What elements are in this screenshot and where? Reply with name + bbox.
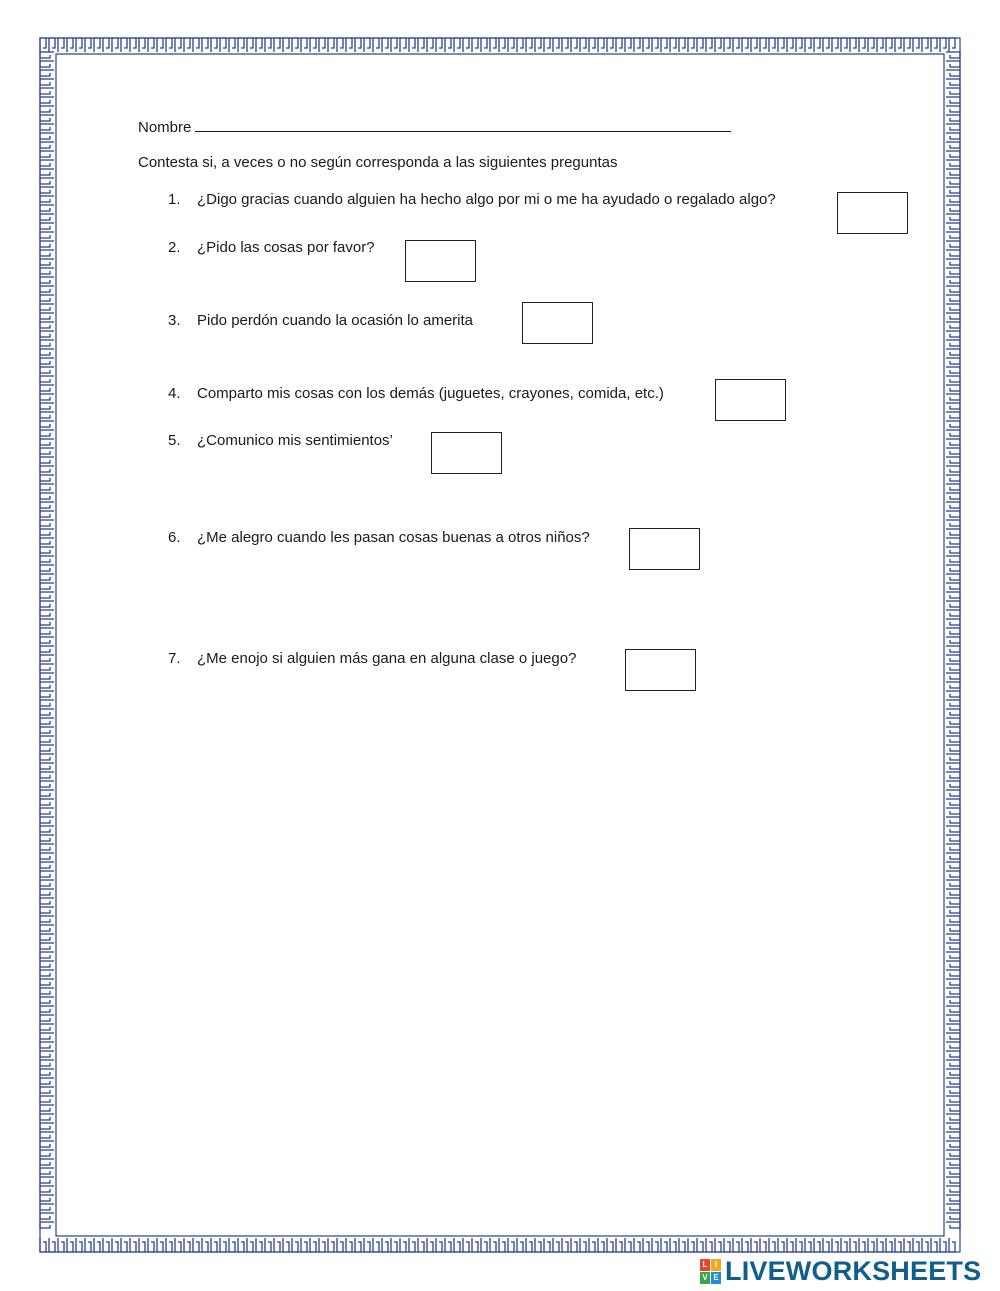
- answer-box-6[interactable]: [629, 528, 700, 570]
- question-number: 7.: [168, 650, 181, 667]
- question-number: 4.: [168, 385, 181, 402]
- answer-box-7[interactable]: [625, 649, 696, 691]
- question-text: ¿Digo gracias cuando alguien ha hecho algo por mi o me ha ayudado o regalado algo?: [197, 191, 776, 208]
- question-number: 2.: [168, 239, 181, 256]
- question-text: ¿Me enojo si alguien más gana en alguna clase o juego?: [197, 650, 577, 667]
- answer-box-4[interactable]: [715, 379, 786, 421]
- question-text: Pido perdón cuando la ocasión lo amerita: [197, 312, 474, 329]
- border-meander-pattern: [40, 38, 960, 1252]
- logo-blocks-icon: L I V E: [700, 1258, 722, 1284]
- answer-box-2[interactable]: [405, 240, 476, 282]
- question-text: ¿Me alegro cuando les pasan cosas buenas a otros niños?: [197, 529, 590, 546]
- logo-text: LIVEWORKSHEETS: [725, 1256, 982, 1286]
- question-number: 1.: [168, 191, 181, 208]
- border-outer-frame: [40, 38, 960, 1252]
- liveworksheets-logo: [700, 1257, 981, 1285]
- border-inner-frame: [56, 54, 944, 1236]
- answer-box-3[interactable]: [522, 302, 593, 344]
- question-text: Comparto mis cosas con los demás (juguetes, crayones, comida, etc.): [197, 385, 664, 402]
- name-label: Nombre: [138, 119, 192, 136]
- name-field[interactable]: [138, 116, 731, 138]
- answer-box-1[interactable]: [837, 192, 908, 234]
- question-number: 3.: [168, 312, 181, 329]
- name-underline[interactable]: [195, 116, 731, 132]
- answer-box-5[interactable]: [431, 432, 502, 474]
- question-number: 5.: [168, 432, 181, 449]
- question-text: ¿Comunico mis sentimientos’: [197, 432, 393, 449]
- question-number: 6.: [168, 529, 181, 546]
- instructions-text: Contesta si, a veces o no según corresponda a las siguientes preguntas: [138, 154, 618, 171]
- question-text: ¿Pido las cosas por favor?: [197, 239, 375, 256]
